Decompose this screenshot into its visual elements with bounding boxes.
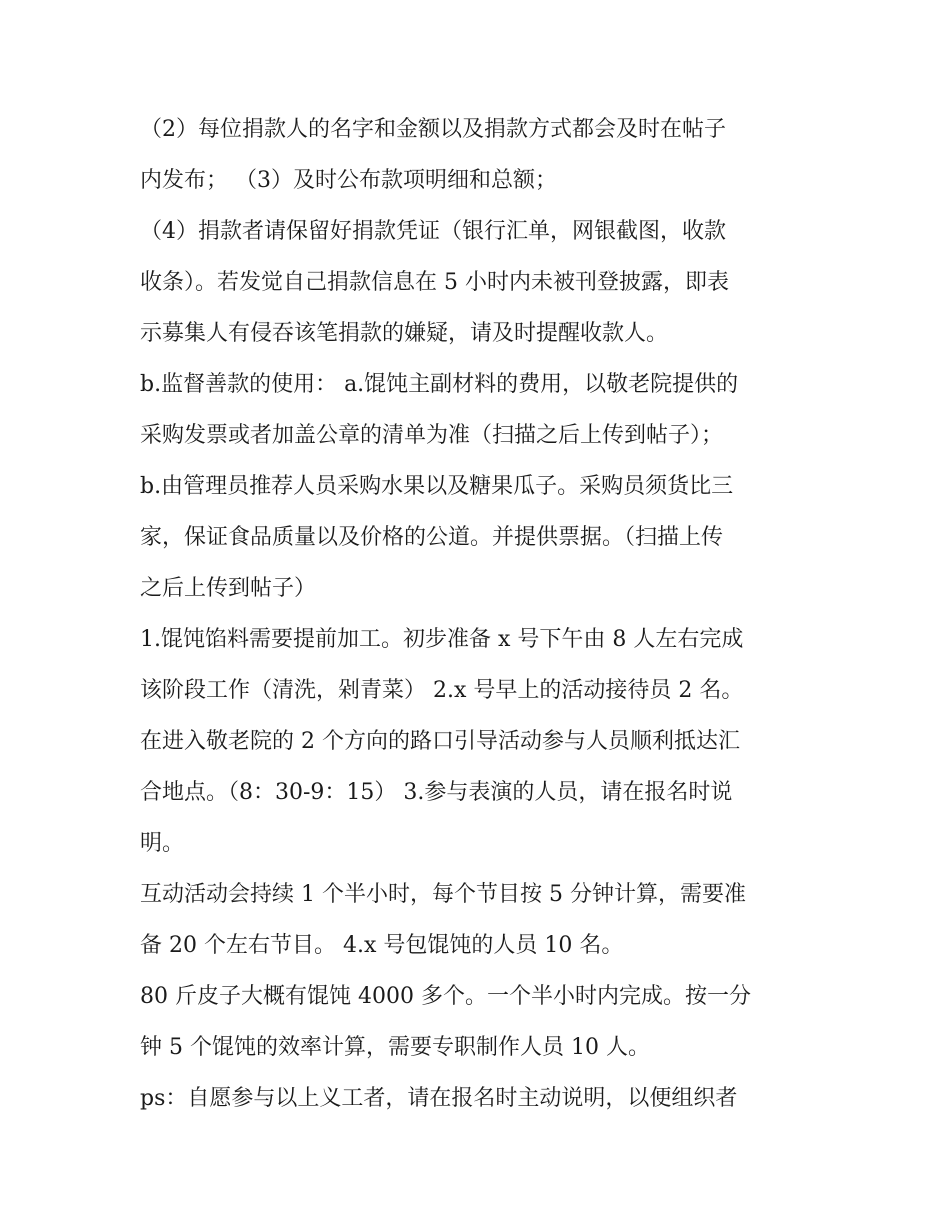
text-line: （2）每位捐款人的名字和金额以及捐款方式都会及时在帖子 <box>140 117 726 142</box>
text-line: 家，保证食品质量以及价格的公道。并提供票据。（扫描上传 <box>140 525 724 550</box>
text-line: 合地点。（8：30-9：15） 3.参与表演的人员，请在报名时说 <box>140 780 733 805</box>
text-line: 明。 <box>140 831 185 856</box>
text-line: 之后上传到帖子） <box>140 576 317 601</box>
text-line: 80 斤皮子大概有馄饨 4000 多个。一个半小时内完成。按一分 <box>140 984 751 1009</box>
text-line: b.由管理员推荐人员采购水果以及糖果瓜子。采购员须货比三 <box>140 474 734 499</box>
text-line: 在进入敬老院的 2 个方向的路口引导活动参与人员顺利抵达汇 <box>140 729 740 754</box>
text-line: 内发布； （3）及时公布款项明细和总额； <box>140 168 557 193</box>
text-line: ps：自愿参与以上义工者，请在报名时主动说明，以便组织者 <box>140 1086 738 1111</box>
text-line: （4）捐款者请保留好捐款凭证（银行汇单，网银截图，收款 <box>140 219 726 244</box>
text-line: 钟 5 个馄饨的效率计算，需要专职制作人员 10 人。 <box>140 1035 650 1060</box>
text-line: 该阶段工作（清洗，剁青菜） 2.x 号早上的活动接待员 2 名。 <box>140 678 744 703</box>
text-line: 示募集人有侵吞该笔捐款的嫌疑，请及时提醒收款人。 <box>140 321 669 346</box>
text-line: b.监督善款的使用： a.馄饨主副材料的费用，以敬老院提供的 <box>140 372 739 397</box>
text-line: 互动活动会持续 1 个半小时，每个节目按 5 分钟计算，需要准 <box>140 882 746 907</box>
text-line: 备 20 个左右节目。 4.x 号包馄饨的人员 10 名。 <box>140 933 624 958</box>
document-body <box>140 104 830 1124</box>
text-line: 采购发票或者加盖公章的清单为准（扫描之后上传到帖子）； <box>140 423 724 448</box>
text-line: 收条）。若发觉自己捐款信息在 5 小时内未被刊登披露，即表 <box>140 270 729 295</box>
text-line: 1.馄饨馅料需要提前加工。初步准备 x 号下午由 8 人左右完成 <box>140 627 744 652</box>
